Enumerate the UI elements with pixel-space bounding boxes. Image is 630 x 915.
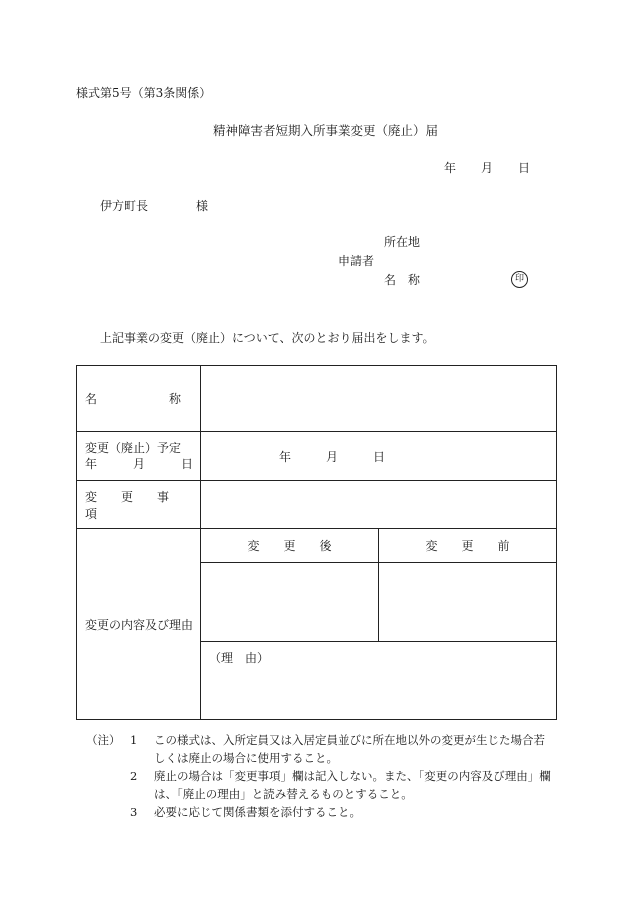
addressee: 伊方町長 [100, 199, 149, 213]
scheduled-day: 日 [373, 449, 386, 464]
notes-section [86, 731, 556, 821]
date-year: 年 [444, 161, 457, 175]
after-content-cell[interactable] [201, 563, 379, 642]
note-number: 2 [130, 769, 138, 783]
name-label: 名 称 [85, 392, 182, 406]
content-label: 変更の内容及び理由 [85, 617, 194, 632]
reason-label: （理 由） [209, 651, 270, 665]
scheduled-year: 年 [279, 449, 292, 464]
notes-head: （注） [86, 733, 121, 747]
name-input-cell[interactable] [201, 366, 557, 432]
honorific: 様 [196, 199, 209, 213]
intro-statement: 上記事業の変更（廃止）について、次のとおり届出をします。 [100, 331, 435, 345]
applicant-label: 申請者 [338, 254, 375, 268]
content-label-cell [77, 529, 201, 720]
before-content-cell[interactable] [379, 563, 557, 642]
document-title: 精神障害者短期入所事業変更（廃止）届 [213, 123, 439, 138]
seal-text: 印 [514, 274, 524, 284]
scheduled-date-label-line2: 年 月 日 [85, 457, 194, 471]
scheduled-date-row [77, 432, 557, 481]
name-row [77, 366, 557, 432]
date-day: 日 [518, 161, 531, 175]
note-number: 3 [130, 805, 138, 819]
scheduled-date-label-line1: 変更（廃止）予定 [85, 441, 182, 455]
note-item [86, 803, 556, 821]
seal-mark [511, 271, 528, 288]
name-label: 名 称 [384, 273, 421, 287]
form-number: 様式第5号（第3条関係） [76, 86, 212, 100]
note-item [86, 731, 556, 767]
reason-cell[interactable] [201, 642, 557, 720]
name-label-cell [77, 366, 201, 432]
change-header-row [77, 529, 557, 563]
change-item-label-cell [77, 481, 201, 529]
notification-table [76, 365, 557, 720]
note-item [86, 767, 556, 803]
change-item-label: 変 更 事 項 [85, 489, 194, 521]
after-header-cell [201, 529, 379, 563]
change-item-input-cell[interactable] [201, 481, 557, 529]
date-month: 月 [481, 161, 494, 175]
note-text: この様式は、入所定員又は入居定員並びに所在地以外の変更が生じた場合若しくは廃止の場合に使用すること。 [154, 733, 545, 765]
scheduled-date-label-cell [77, 432, 201, 481]
scheduled-month: 月 [326, 449, 339, 464]
before-header: 変 更 前 [425, 539, 510, 553]
note-number: 1 [130, 733, 138, 747]
scheduled-date-input-cell[interactable] [201, 432, 557, 481]
before-header-cell [379, 529, 557, 563]
note-text: 廃止の場合は「変更事項」欄は記入しない。また、「変更の内容及び理由」欄は、「廃止の理由」と読み替えるものとすること。 [154, 769, 551, 801]
change-item-row [77, 481, 557, 529]
after-header: 変 更 後 [247, 539, 332, 553]
note-text: 必要に応じて関係書類を添付すること。 [154, 805, 361, 819]
location-label: 所在地 [384, 235, 421, 249]
